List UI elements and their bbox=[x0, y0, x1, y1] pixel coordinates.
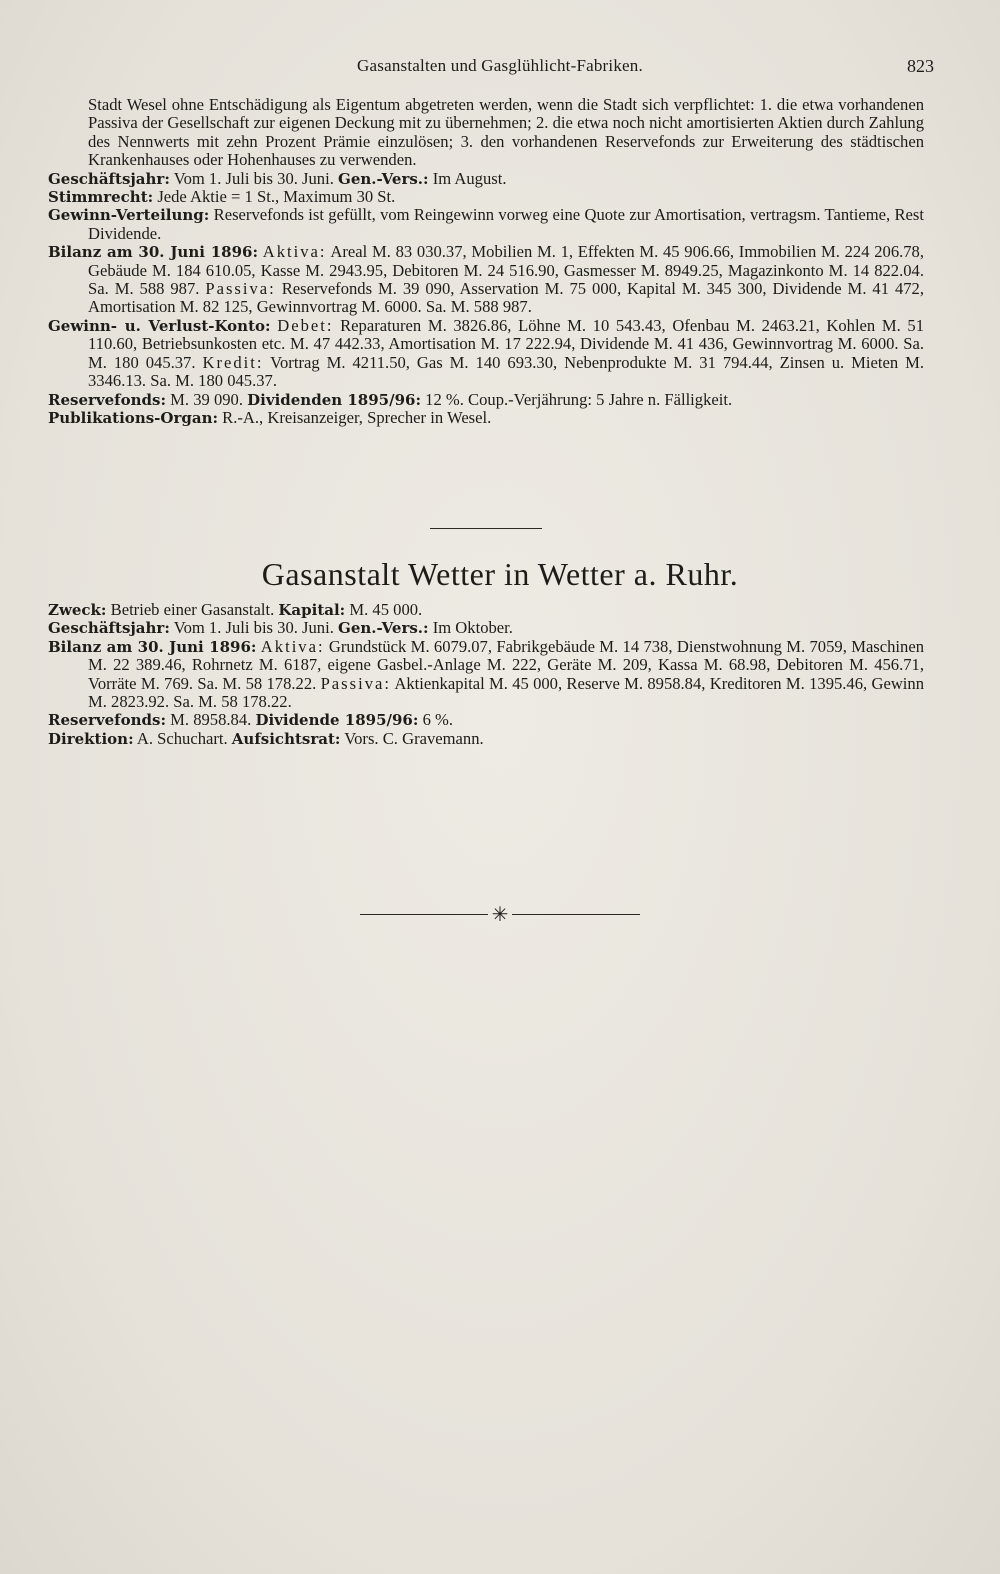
company-title: Gasanstalt Wetter in Wetter a. Ruhr. bbox=[261, 556, 739, 592]
geschaeftsjahr-line bbox=[48, 619, 924, 637]
stimmrecht-label: Stimmrecht: bbox=[48, 188, 154, 207]
debet-label: Debet: bbox=[277, 315, 334, 335]
geschaeftsjahr-line bbox=[48, 170, 924, 188]
aufsichtsrat-text: Vors. C. Gravemann. bbox=[344, 728, 484, 748]
direktion-label: Direktion: bbox=[48, 729, 134, 748]
aktiva-label: Aktiva: bbox=[262, 242, 327, 262]
publikation-text: R.-A., Kreisanzeiger, Sprecher in Wesel. bbox=[222, 407, 492, 427]
bilanz-paragraph bbox=[48, 638, 924, 712]
geschaeftsjahr-text: Vom 1. Juli bis 30. Juni. bbox=[173, 168, 334, 188]
geschaeftsjahr-label: Geschäftsjahr: bbox=[48, 169, 170, 188]
dividende-text: 6 %. bbox=[422, 710, 453, 730]
reservefonds-line bbox=[48, 391, 924, 409]
kapital-text: M. 45 000. bbox=[349, 600, 423, 619]
reservefonds-label: Reservefonds: bbox=[48, 390, 166, 409]
reservefonds-text: M. 8958.84. bbox=[170, 710, 252, 730]
zweck-line bbox=[48, 601, 924, 619]
reservefonds-line bbox=[48, 711, 924, 729]
debet-text: Reparaturen M. 3826.86, Löhne M. 10 543.43, Ofenbau M. 2463.21, Kohlen M. 51 110.60, Betriebsunkosten etc. M. 47 442.33, Amortisation M. 17 222.94, Dividende M. 41 436, Gewinnvortrag M. 6000. Sa. M. 180 045.37. bbox=[88, 315, 924, 372]
direktion-text: A. Schuchart. bbox=[136, 728, 228, 748]
publikation-label: Publikations-Organ: bbox=[48, 408, 219, 427]
bilanz-label: Bilanz am 30. Juni 1896: bbox=[48, 637, 257, 656]
reservefonds-label: Reservefonds: bbox=[48, 711, 166, 730]
direktion-line bbox=[48, 730, 924, 748]
aktiva-label: Aktiva: bbox=[260, 636, 325, 656]
kredit-label: Kredit: bbox=[202, 352, 264, 372]
end-ornament bbox=[360, 905, 640, 925]
guv-label: Gewinn- u. Verlust-Konto: bbox=[48, 316, 271, 335]
reservefonds-text: M. 39 090. bbox=[170, 389, 243, 409]
bilanz-paragraph bbox=[48, 243, 924, 317]
genvers-text: Im August. bbox=[432, 168, 507, 188]
zweck-label: Zweck: bbox=[48, 601, 107, 619]
genvers-label: Gen.-Vers.: bbox=[338, 169, 429, 188]
dividenden-label: Dividenden 1895/96: bbox=[247, 390, 422, 409]
stimmrecht-text: Jede Aktie = 1 St., Maximum 30 St. bbox=[157, 187, 396, 207]
passiva-label: Passiva: bbox=[320, 673, 391, 693]
passiva-label: Passiva: bbox=[205, 279, 276, 299]
publikation-line bbox=[48, 409, 924, 427]
coupon-text: Coup.-Verjährung: 5 Jahre n. Fälligkeit. bbox=[468, 389, 733, 409]
ornament-line-left bbox=[360, 914, 488, 915]
gewinn-verlust-paragraph bbox=[48, 317, 924, 391]
passiva-text: Aktienkapital M. 45 000, Reserve M. 8958.84, Kreditoren M. 1395.46, Gewinn M. 2823.92. Sa. M. 58 178.22. bbox=[88, 673, 925, 712]
aktiva-text: Areal M. 83 030.37, Mobilien M. 1, Effekten M. 45 906.66, Immobilien M. 224 206.78, Gebäude M. 184 610.05, Kasse M. 2943.95, Debitoren M. 24 516.90, Gasmesser M. 8949.25, Magazinkonto M. 14 822.04. Sa. M. 588 987. bbox=[88, 242, 925, 299]
ornament-line-right bbox=[512, 914, 640, 915]
geschaeftsjahr-text: Vom 1. Juli bis 30. Juni. bbox=[173, 618, 334, 638]
intro-paragraph bbox=[48, 96, 924, 170]
dividende-label: Dividende 1895/96: bbox=[255, 711, 419, 730]
zweck-text: Betrieb einer Gasanstalt. bbox=[110, 600, 275, 619]
gewinnverteilung-label: Gewinn-Verteilung: bbox=[48, 206, 210, 225]
page-header bbox=[0, 52, 1000, 88]
passiva-text: Reservefonds M. 39 090, Asservation M. 75 000, Kapital M. 345 300, Dividende M. 41 472, Amortisation M. 82 125, Gewinnvortrag M. 6000. Sa. M. 588 987. bbox=[88, 279, 924, 317]
dividenden-text: 12 %. bbox=[425, 389, 464, 409]
aufsichtsrat-label: Aufsichtsrat: bbox=[231, 729, 341, 748]
bilanz-label: Bilanz am 30. Juni 1896: bbox=[48, 243, 259, 262]
section-divider bbox=[430, 528, 542, 529]
kredit-text: Vortrag M. 4211.50, Gas M. 140 693.30, Nebenprodukte M. 31 794.44, Zinsen u. Mieten M. 3346.13. Sa. M. 180 045.37. bbox=[88, 352, 924, 391]
gewinnverteilung-text: Reservefonds ist gefüllt, vom Reingewinn vorweg eine Quote zur Amortisation, vertragsm. Tantieme, Rest Dividende. bbox=[88, 205, 924, 243]
intro-text: Stadt Wesel ohne Entschädigung als Eigentum abgetreten werden, wenn die Stadt sich verpflichtet: 1. die etwa vorhandenen Passiva der Gesellschaft zur eigenen Deckung mit zu übernehmen; 2. die etwa noch nicht amortisierten Aktien durch Zahlung des Nennwerts mit zehn Prozent Prämie einzulösen; 3. den vorhandenen Reservefonds zur Erweiterung des städtischen Krankenhauses oder Hohenhauses zu verwenden. bbox=[88, 95, 924, 170]
running-title: Gasanstalten und Gasglühlicht-Fabriken. bbox=[357, 56, 643, 75]
stimmrecht-line bbox=[48, 188, 924, 206]
wesel-entry-continuation bbox=[48, 96, 924, 427]
asterisk-icon: ✳ bbox=[491, 904, 509, 926]
gewinnverteilung-paragraph bbox=[48, 206, 924, 243]
genvers-label: Gen.-Vers.: bbox=[338, 619, 429, 638]
aktiva-text: Grundstück M. 6079.07, Fabrikgebäude M. 14 738, Dienstwohnung M. 7059, Maschinen M. 22 389.46, Rohrnetz M. 6187, eigene Gasbel.-Anlage M. 222, Geräte M. 209, Kassa M. 68.98, Debitoren M. 456.71, Vorräte M. 769. Sa. M. 58 178.22. bbox=[88, 636, 924, 693]
genvers-text: Im Oktober. bbox=[432, 618, 513, 638]
geschaeftsjahr-label: Geschäftsjahr: bbox=[48, 619, 170, 638]
page-number: 823 bbox=[907, 56, 934, 76]
kapital-label: Kapital: bbox=[278, 601, 346, 619]
wetter-entry bbox=[48, 601, 924, 748]
